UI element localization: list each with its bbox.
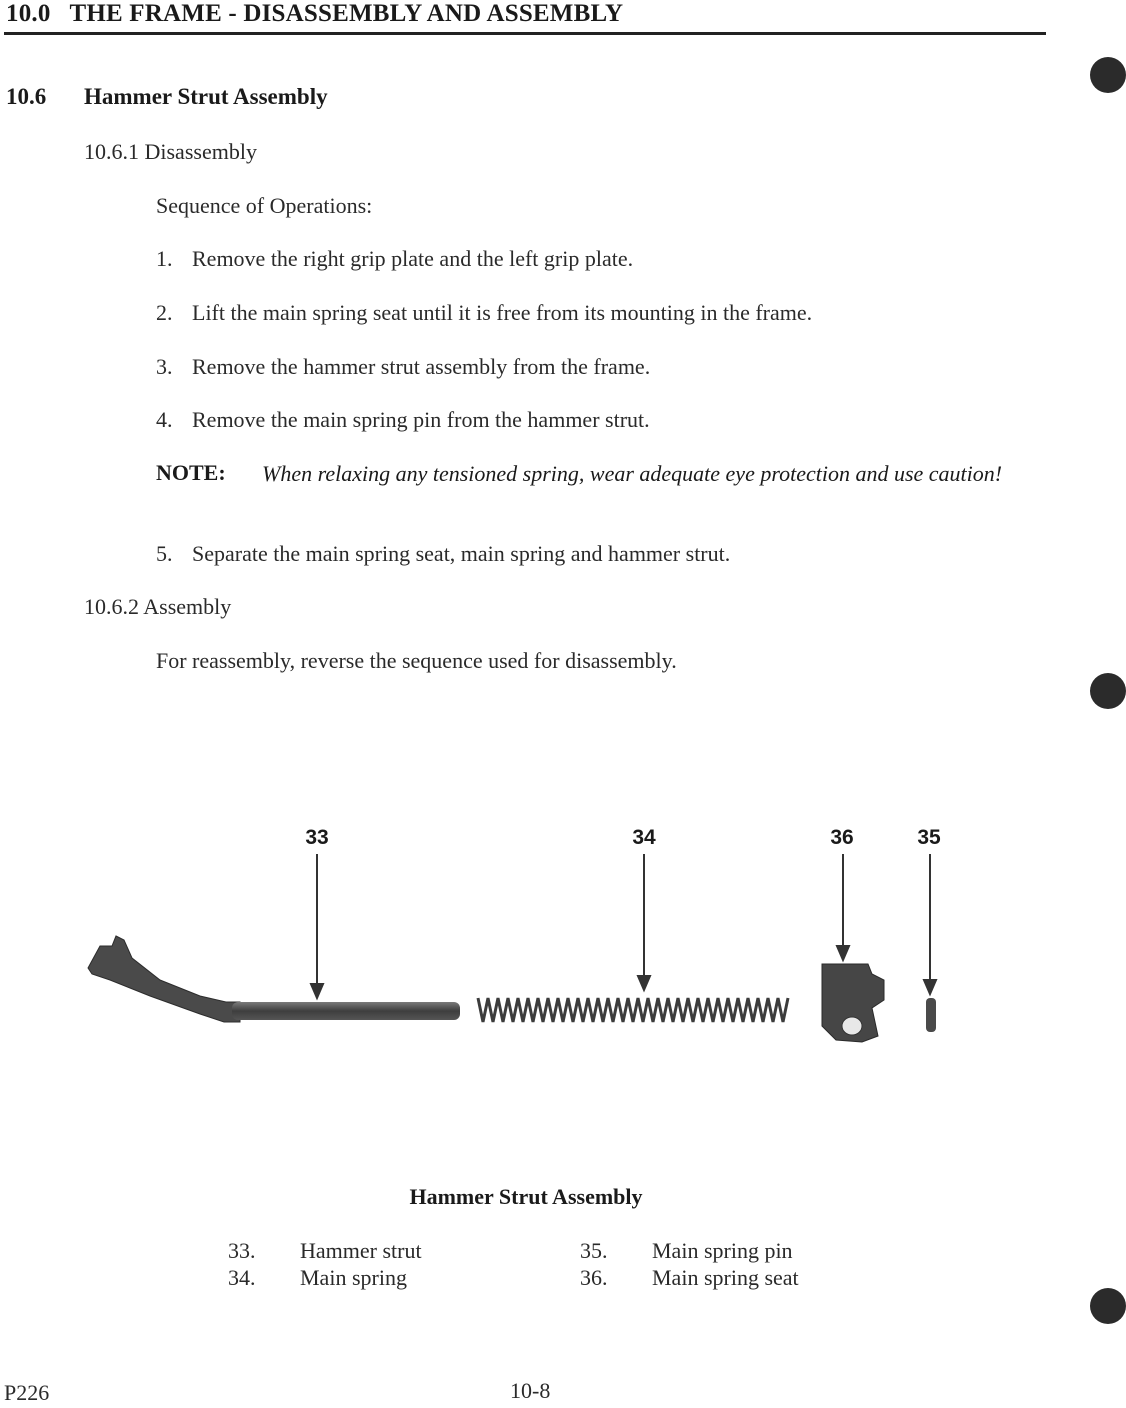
step-number: 5. [156, 541, 173, 566]
main-spring-part [478, 998, 788, 1022]
step-number: 1. [156, 246, 173, 271]
footer-model: P226 [4, 1380, 50, 1405]
section-title: Hammer Strut Assembly [84, 84, 328, 109]
section-number: 10.6 [6, 84, 47, 109]
legend-label: Main spring seat [652, 1265, 799, 1290]
hammer-strut-assembly-figure [0, 840, 1060, 1060]
step-text: Separate the main spring seat, main spring and hammer strut. [192, 541, 731, 566]
note-text: When relaxing any tensioned spring, wear adequate eye protection and use caution! [262, 461, 1003, 486]
step-text: Lift the main spring seat until it is free from its mounting in the frame. [192, 300, 813, 325]
step-number: 4. [156, 407, 173, 432]
callout-36: 36 [830, 826, 854, 849]
step-number: 3. [156, 354, 173, 379]
step-text: Remove the main spring pin from the hammer strut. [192, 407, 650, 432]
step-text: Remove the hammer strut assembly from the frame. [192, 354, 651, 379]
figure-caption: Hammer Strut Assembly [409, 1184, 643, 1209]
page-header-title: 10.0 THE FRAME - DISASSEMBLY AND ASSEMBLY [6, 0, 624, 27]
legend-number: 34. [228, 1265, 256, 1290]
callout-35: 35 [917, 826, 941, 849]
sequence-intro: Sequence of Operations: [156, 193, 373, 218]
page-number: 10-8 [510, 1378, 551, 1403]
header-rule [4, 32, 1046, 35]
binder-hole-bottom [1090, 1288, 1126, 1324]
step-number: 2. [156, 300, 173, 325]
legend-label: Main spring [300, 1265, 407, 1290]
note-label: NOTE: [156, 460, 226, 485]
legend-number: 36. [580, 1265, 608, 1290]
assembly-heading: 10.6.2 Assembly [84, 594, 232, 619]
legend-number: 35. [580, 1238, 608, 1263]
callout-33: 33 [305, 826, 329, 849]
legend-label: Hammer strut [300, 1238, 422, 1263]
disassembly-heading: 10.6.1 Disassembly [84, 139, 257, 164]
binder-hole-top [1090, 57, 1126, 93]
binder-hole-middle [1090, 673, 1126, 709]
hammer-strut-part [88, 936, 460, 1022]
assembly-text: For reassembly, reverse the sequence used for disassembly. [156, 648, 677, 673]
step-text: Remove the right grip plate and the left grip plate. [192, 246, 634, 271]
legend-label: Main spring pin [652, 1238, 793, 1263]
legend-number: 33. [228, 1238, 256, 1263]
callout-34: 34 [632, 826, 656, 849]
main-spring-pin-part [926, 998, 936, 1032]
main-spring-seat-part [822, 964, 884, 1042]
